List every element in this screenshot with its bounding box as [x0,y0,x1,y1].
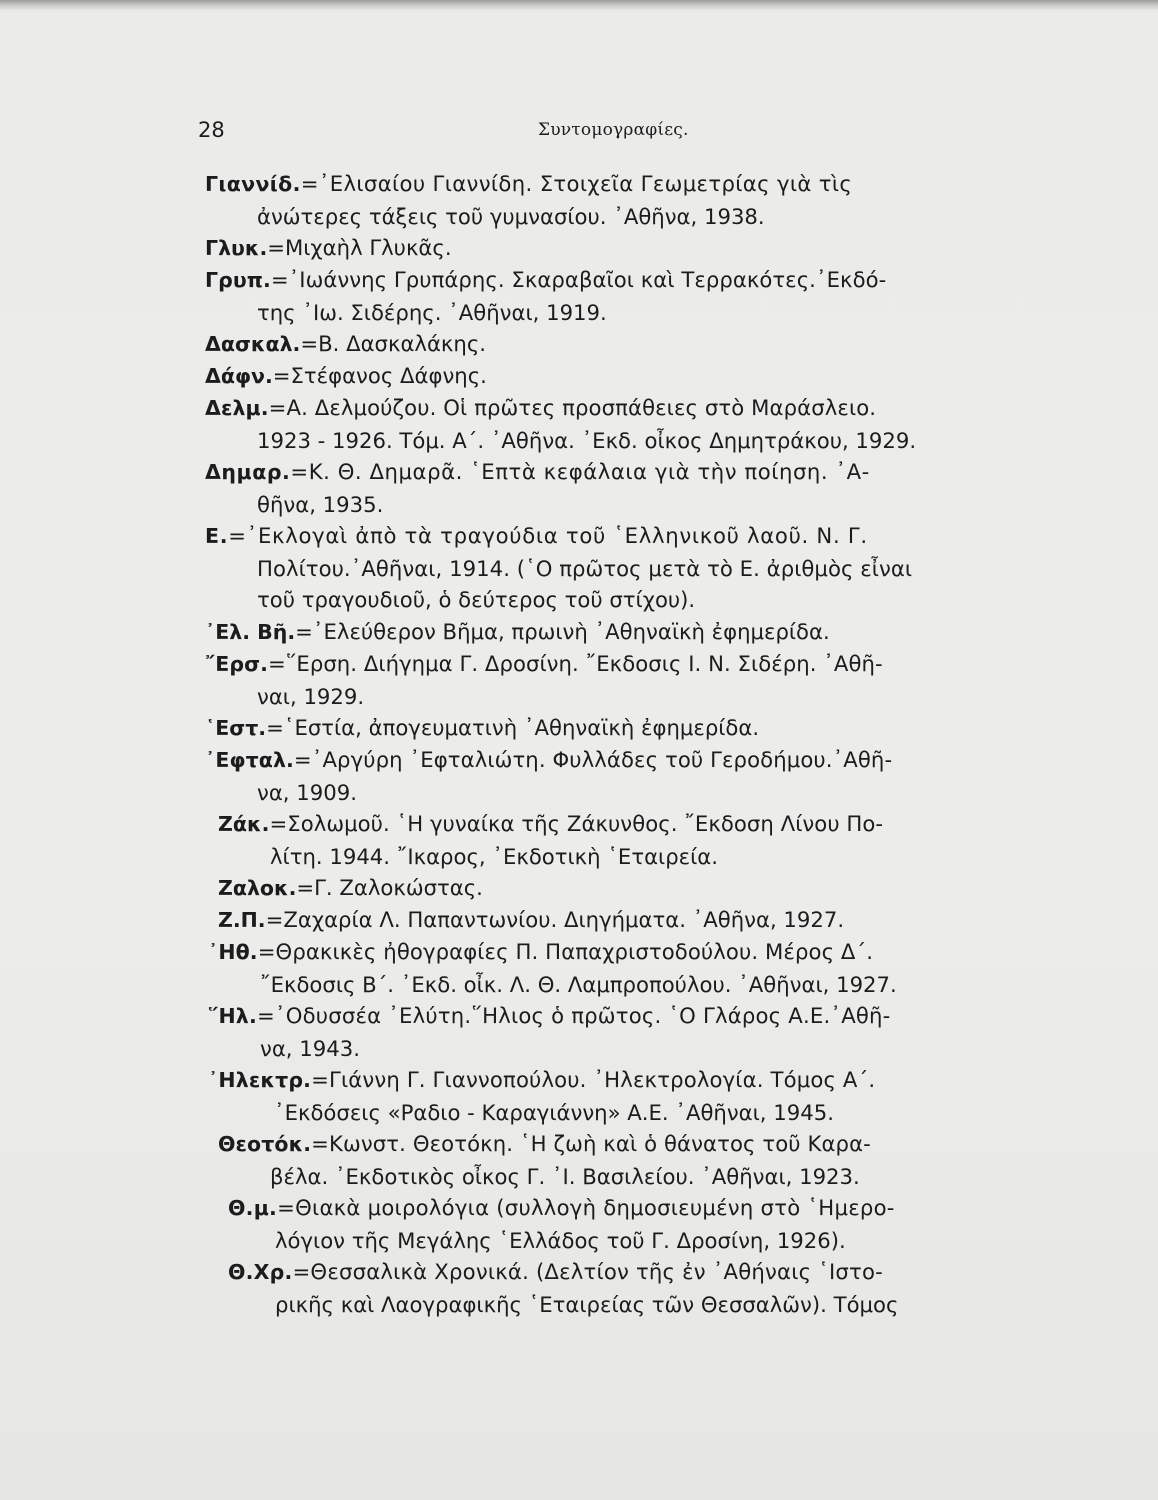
entry-abbreviation: ᾿Εφταλ. [205,748,294,772]
page-top-edge [0,0,1158,10]
entry-text: να, 1909. [257,779,357,805]
entry-text: βέλα. ᾿Εκδοτικὸς οἶκος Γ. ᾿Ι. Βασιλείου. ᾿Αθῆναι, 1923. [270,1163,860,1189]
entry-text: =Μιχαὴλ Γλυκᾶς. [267,235,452,260]
entry-abbreviation: Δελμ. [205,396,269,420]
entry-text: =Γιάννη Γ. Γιαννοπούλου. ᾿Ηλεκτρολογία. Τόμος Α΄. [311,1067,876,1092]
page-header [198,118,988,148]
entry-text: λόγιον τῆς Μεγάλης ῾Ελλάδος τοῦ Γ. Δροσίνη, 1926). [275,1227,846,1253]
list-item [205,360,987,392]
entry-abbreviation: ῞Ηλ. [208,1004,257,1028]
entry-text: =Θιακὰ μοιρολόγια (συλλογὴ δημοσιευμένη στὸ ῾Ημερο- [277,1195,895,1220]
entry-text: =᾿Ιωάννης Γρυπάρης. Σκαραβαῖοι καὶ Τερρακότες.᾿Εκδό- [270,267,887,292]
running-title: Συντομογραφίες. [538,120,689,140]
entry-text: =Γ. Ζαλοκώστας. [296,875,483,900]
entry-abbreviation: ῎Ερσ. [205,652,268,676]
entry-abbreviation: Ζ.Π. [218,908,266,932]
list-item [205,648,987,712]
entry-abbreviation: Ζαλοκ. [218,876,297,900]
entry-text: =᾿Ελισαίου Γιαννίδη. Στοιχεῖα Γεωμετρίας γιὰ τὶς [300,171,853,196]
list-item [205,328,987,360]
entry-text: τοῦ τραγουδιοῦ, ὁ δεύτερος τοῦ στίχου). [257,587,696,613]
abbreviation-list [0,168,1158,1320]
entry-abbreviation: Θ.μ. [228,1196,278,1220]
entry-text: =᾿Ελεύθερον Βῆμα, πρωινὴ ᾿Αθηναϊκὴ ἐφημερίδα. [295,619,830,644]
entry-abbreviation: Θεοτόκ. [218,1132,312,1156]
entry-text: =῾Εστία, ἀπογευματινὴ ᾿Αθηναϊκὴ ἐφημερίδα. [266,715,760,740]
entry-abbreviation: Δασκαλ. [205,332,301,356]
entry-text: λίτη. 1944. ῎Ικαρος, ᾿Εκδοτικὴ ῾Εταιρεία. [270,843,718,869]
list-item [205,456,987,520]
list-item [228,1192,988,1256]
entry-abbreviation: Ζάκ. [218,812,270,836]
entry-text: ρικῆς καὶ Λαογραφικῆς ῾Εταιρείας τῶν Θεσσαλῶν). Τόμος [275,1291,899,1317]
list-item [218,904,988,936]
list-item [218,808,988,872]
entry-text: =᾿Οδυσσέα ᾿Ελύτη.῞Ηλιος ὁ πρῶτος. ῾Ο Γλάρος Α.Ε.᾿Αθῆ- [256,1003,891,1028]
list-item [205,520,987,616]
list-item [205,392,987,456]
entry-text: =Στέφανος Δάφνης. [272,363,487,388]
entry-text: της ᾿Ιω. Σιδέρης. ᾿Αθῆναι, 1919. [257,299,607,325]
entry-text: =Β. Δασκαλάκης. [300,331,487,356]
entry-abbreviation: ᾿Ηθ. [208,940,258,964]
list-item [205,744,987,808]
entry-text: ᾿Εκδόσεις «Ραδιο - Καραγιάννη» Α.Ε. ᾿Αθῆναι, 1945. [274,1099,834,1125]
entry-abbreviation: Γρυπ. [205,268,271,292]
entry-abbreviation: Θ.Χρ. [228,1260,293,1284]
list-item [205,712,987,744]
entry-abbreviation: Γλυκ. [205,236,268,260]
entry-text: =᾿Αργύρη ᾿Εφταλιώτη. Φυλλάδες τοῦ Γεροδήμου.᾿Αθῆ- [293,747,893,772]
entry-abbreviation: ῾Εστ. [205,716,267,740]
list-item [228,1256,988,1320]
entry-text: =Σολωμοῦ. ῾Η γυναίκα τῆς Ζάκυνθος. ῎Εκδοση Λίνου Πο- [269,811,884,836]
entry-text: θῆνα, 1935. [257,491,384,517]
list-item [205,168,987,232]
entry-text: ἀνώτερες τάξεις τοῦ γυμνασίου. ᾿Αθῆνα, 1938. [257,203,765,229]
entry-text: =Α. Δελμούζου. Οἱ πρῶτες προσπάθειες στὸ Μαράσλειο. [268,395,877,420]
list-item [208,1064,988,1128]
entry-text: ῎Εκδοσις Β΄. ᾿Εκδ. οἶκ. Λ. Θ. Λαμπροπούλου. ᾿Αθῆναι, 1927. [260,971,897,997]
list-item [208,1000,988,1064]
entry-text: =Κωνστ. Θεοτόκη. ῾Η ζωὴ καὶ ὁ θάνατος τοῦ Καρα- [311,1131,871,1156]
list-item [205,616,987,648]
page-number: 28 [198,118,225,142]
list-item [205,264,987,328]
entry-text: ναι, 1929. [257,683,365,709]
entry-text: 1923 - 1926. Τόμ. Α΄. ᾿Αθῆνα. ᾿Εκδ. οἶκος Δημητράκου, 1929. [257,427,917,453]
entry-abbreviation: Ε. [205,524,229,548]
entry-abbreviation: ᾿Ηλεκτρ. [208,1068,312,1092]
list-item [208,936,988,1000]
entry-text: =Θρακικὲς ἠθογραφίες Π. Παπαχριστοδούλου. Μέρος Δ΄. [257,939,874,964]
entry-text: Πολίτου.᾿Αθῆναι, 1914. (῾Ο πρῶτος μετὰ τὸ Ε. ἀριθμὸς εἶναι [257,555,913,581]
list-item [205,232,987,264]
entry-abbreviation: Δημαρ. [205,460,291,484]
entry-text: =῞Ερση. Διήγημα Γ. Δροσίνη. ῎Εκδοσις Ι. Ν. Σιδέρη. ᾿Αθῆ- [267,651,883,676]
entry-abbreviation: Γιαννίδ. [205,172,301,196]
list-item [218,872,988,904]
entry-text: =Θεσσαλικὰ Χρονικά. (Δελτίον τῆς ἐν ᾿Αθήναις ῾Ιστο- [292,1259,883,1284]
entry-text: =Ζαχαρία Λ. Παπαντωνίου. Διηγήματα. ᾿Αθῆνα, 1927. [265,907,845,932]
entry-text: να, 1943. [260,1035,360,1061]
list-item [218,1128,988,1192]
entry-text: =Κ. Θ. Δημαρᾶ. ῾Επτὰ κεφάλαια γιὰ τὴν ποίηση. ᾿Α- [290,459,870,484]
entry-text: =᾿Εκλογαὶ ἀπὸ τὰ τραγούδια τοῦ ῾Ελληνικοῦ λαοῦ. Ν. Γ. [228,523,868,548]
entry-abbreviation: ᾿Ελ. Βῆ. [205,620,296,644]
entry-abbreviation: Δάφν. [205,364,273,388]
